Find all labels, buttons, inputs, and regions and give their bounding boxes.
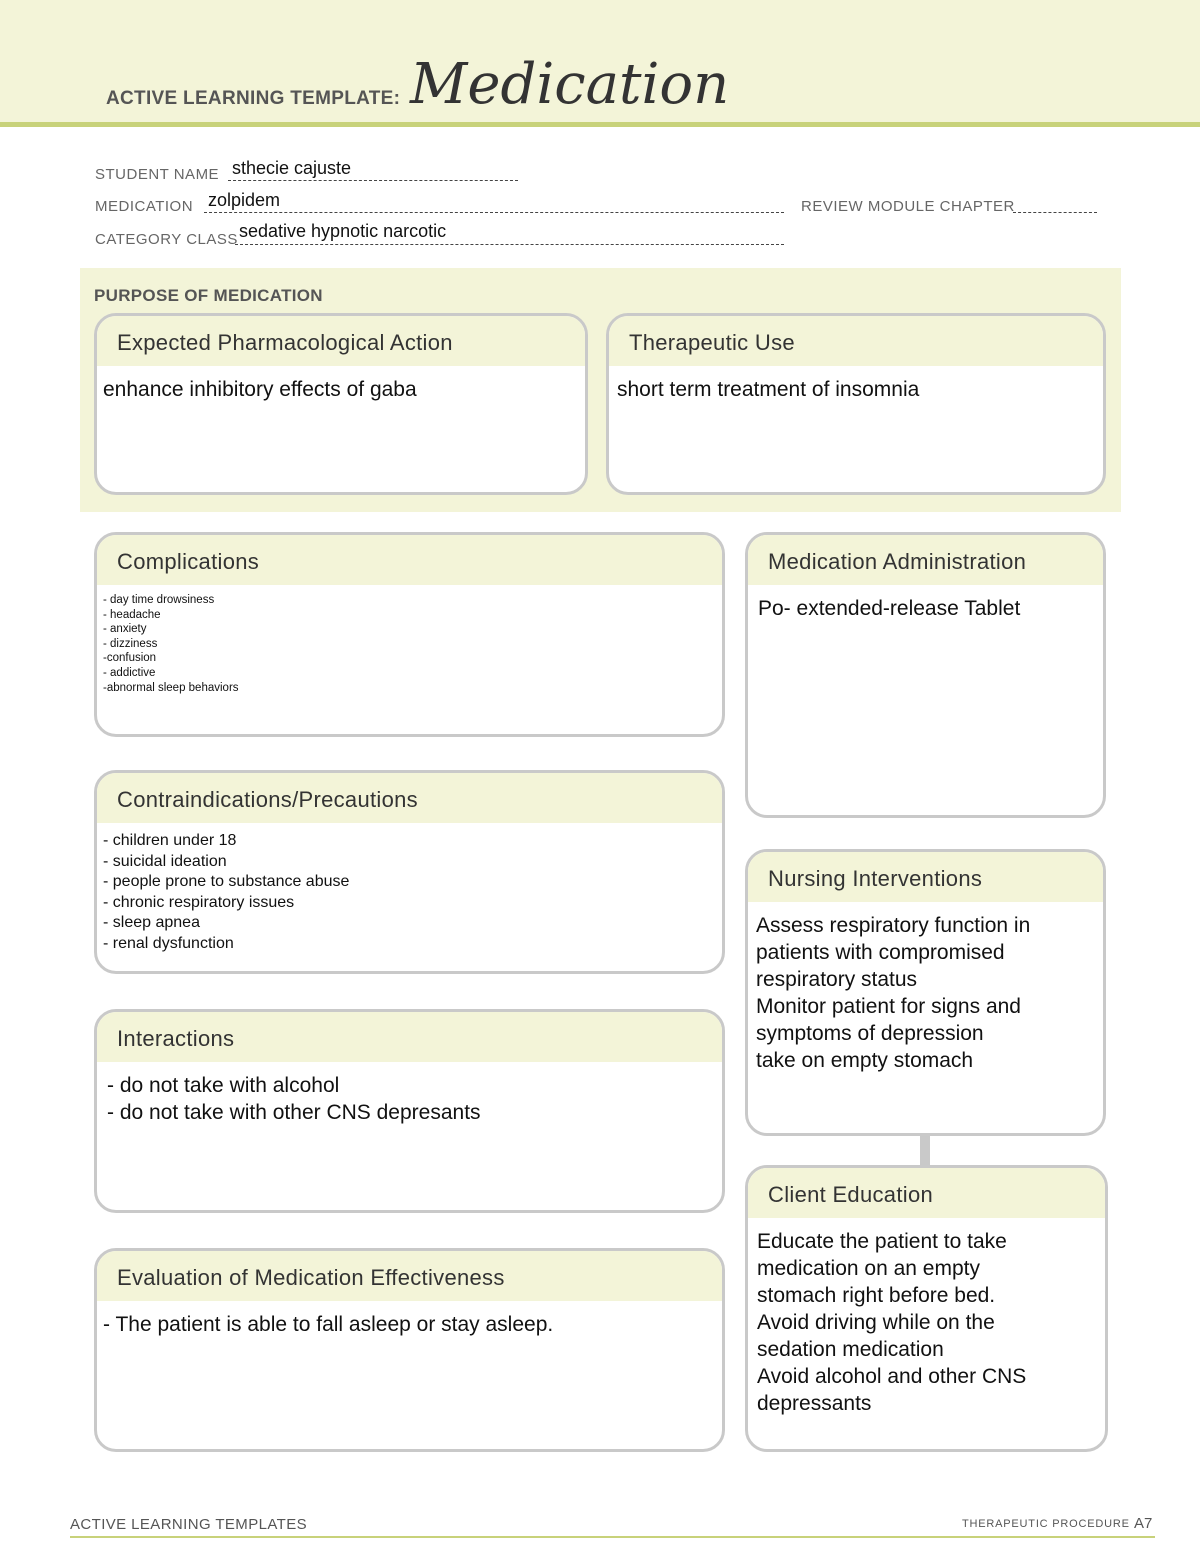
expected-action-title: Expected Pharmacological Action bbox=[97, 316, 585, 366]
therapeutic-use-box bbox=[606, 313, 1106, 495]
review-module-line bbox=[1013, 212, 1097, 213]
medication-value[interactable]: zolpidem bbox=[208, 190, 281, 210]
student-name-line bbox=[228, 180, 518, 181]
contraindications-title: Contraindications/Precautions bbox=[97, 773, 722, 823]
nursing-box bbox=[745, 849, 1106, 1136]
header-divider bbox=[0, 122, 1200, 127]
evaluation-title: Evaluation of Medication Effectiveness bbox=[97, 1251, 722, 1301]
therapeutic-use-title: Therapeutic Use bbox=[609, 316, 1103, 366]
medication-label: MEDICATION bbox=[95, 198, 194, 215]
footer-procedure: THERAPEUTIC PROCEDURE bbox=[962, 1518, 1130, 1530]
complications-title: Complications bbox=[97, 535, 722, 585]
contraindications-box bbox=[94, 770, 725, 974]
category-class-line bbox=[235, 244, 784, 245]
expected-action-body[interactable]: enhance inhibitory effects of gaba bbox=[103, 378, 417, 401]
med-admin-title: Medication Administration bbox=[748, 535, 1103, 585]
footer-page-number: A7 bbox=[1134, 1515, 1153, 1532]
student-name-value[interactable]: sthecie cajuste bbox=[232, 158, 352, 178]
category-class-label: CATEGORY CLASS bbox=[95, 231, 238, 248]
template-label: ACTIVE LEARNING TEMPLATE: bbox=[106, 88, 401, 109]
medication-line bbox=[204, 212, 784, 213]
interactions-title: Interactions bbox=[97, 1012, 722, 1062]
client-ed-box bbox=[745, 1165, 1108, 1452]
nursing-body[interactable]: Assess respiratory function in patients with compromised respiratory status Monitor patient for signs and symptoms of depression take on empty stomach bbox=[756, 914, 1031, 1072]
footer-label: ACTIVE LEARNING TEMPLATES bbox=[70, 1516, 307, 1533]
review-module-label: REVIEW MODULE CHAPTER bbox=[801, 198, 1015, 215]
med-admin-body[interactable]: Po- extended-release Tablet bbox=[758, 597, 1021, 620]
footer-divider bbox=[70, 1536, 1155, 1538]
student-name-label: STUDENT NAME bbox=[95, 166, 220, 183]
client-ed-body[interactable]: Educate the patient to take medication on an empty stomach right before bed. Avoid driving while on the sedation medication Avoid alcohol and other CNS depressants bbox=[757, 1230, 1027, 1415]
med-admin-box bbox=[745, 532, 1106, 818]
complications-body[interactable]: - day time drowsiness - headache - anxiety - dizziness -confusion - addictive -abnormal sleep behaviors bbox=[103, 594, 239, 694]
evaluation-box bbox=[94, 1248, 725, 1452]
purpose-label: PURPOSE OF MEDICATION bbox=[94, 286, 323, 305]
interactions-box bbox=[94, 1009, 725, 1213]
therapeutic-use-body[interactable]: short term treatment of insomnia bbox=[617, 378, 920, 401]
expected-action-box bbox=[94, 313, 588, 495]
client-ed-title: Client Education bbox=[748, 1168, 1105, 1218]
template-title: Medication bbox=[410, 52, 730, 117]
nursing-title: Nursing Interventions bbox=[748, 852, 1103, 902]
box-connector bbox=[920, 1136, 930, 1166]
complications-box bbox=[94, 532, 725, 737]
category-class-value[interactable]: sedative hypnotic narcotic bbox=[239, 221, 447, 241]
interactions-body[interactable]: - do not take with alcohol - do not take with other CNS depresants bbox=[107, 1074, 481, 1124]
evaluation-body[interactable]: - The patient is able to fall asleep or stay asleep. bbox=[103, 1313, 554, 1336]
contraindications-body[interactable]: - children under 18 - suicidal ideation - people prone to substance abuse - chronic respiratory issues - sleep apnea - renal dysfunction bbox=[103, 832, 350, 952]
